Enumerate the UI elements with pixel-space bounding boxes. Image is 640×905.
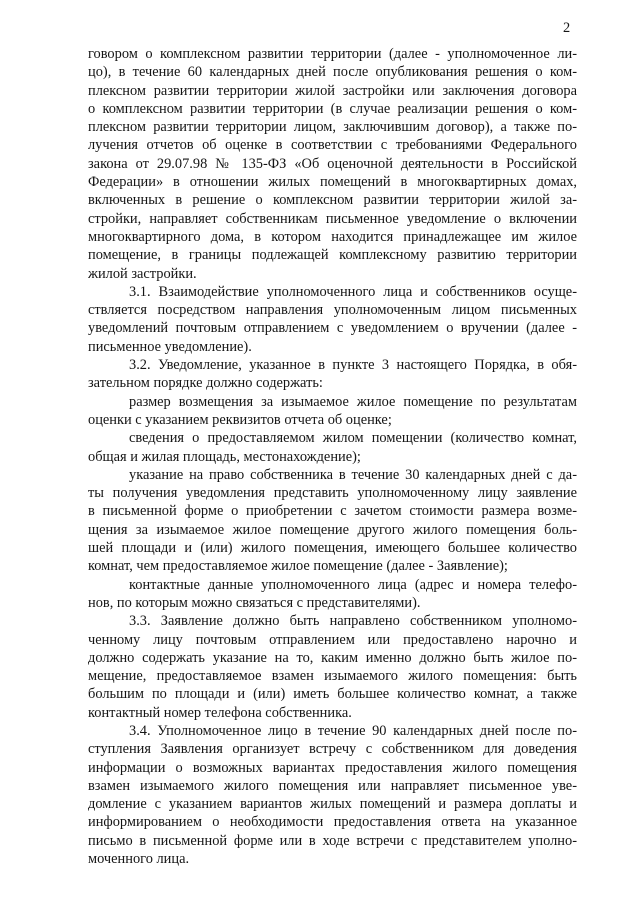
text-line: закона от 29.07.98 № 135-ФЗ «Об оценочной деятельности в Российской — [88, 155, 577, 172]
text-line: письменное уведомление). — [88, 338, 252, 355]
list-item-premises-info — [88, 429, 577, 466]
text-line: информированием о необходимости предоставления ответа на указанное — [88, 814, 577, 831]
paragraph-3-4 — [88, 722, 577, 868]
text-line: большим по площади и (или) иметь большее количество комнат, а также — [88, 686, 577, 703]
text-line: 3.3. Заявление должно быть направлено собственником уполномо- — [129, 613, 577, 630]
text-line: 3.1. Взаимодействие уполномоченного лица и собственников осуще- — [129, 283, 577, 300]
text-line: комнат, чем предоставляемое жилое помещение (далее - Заявление); — [88, 558, 508, 575]
list-item-compensation — [88, 393, 577, 430]
text-line: стройки, направляет собственникам письменное уведомление о включении — [88, 210, 577, 227]
text-line: помещение, в границы подлежащей комплексному развитию территории — [88, 247, 577, 264]
text-line: говором о комплексном развитии территории (далее - уполномоченное ли- — [88, 46, 577, 62]
text-line: информации о возможных вариантах предоставления жилого помещения — [88, 759, 577, 776]
text-line: уведомлений почтовым отправлением с уведомлением о вручении (далее - — [88, 320, 577, 337]
text-line: общая и жилая площадь, местонахождение); — [88, 448, 361, 465]
text-line: указание на право собственника в течение 30 календарных дней с да- — [129, 466, 577, 483]
text-line: мещение, предоставляемое взамен изымаемого жилого помещения: быть — [88, 668, 577, 685]
text-line: плексном развитии территории жилой застройки или заключения договора — [88, 82, 577, 99]
text-line: должно содержать указание на то, каким именно должно быть жилое по- — [88, 649, 577, 666]
text-line: взамен изымаемого жилого помещения или направляет письменное уве- — [88, 777, 577, 794]
text-line: зательном порядке должно содержать: — [88, 375, 323, 392]
text-line: письмо в письменной форме или в ходе встречи с представителем уполно- — [88, 832, 577, 849]
text-line: домление с указанием вариантов жилых помещений и размера доплаты и — [88, 796, 577, 813]
text-line: ствляется посредством направления уполномоченным лицом письменных — [88, 302, 577, 319]
text-line: 3.4. Уполномоченное лицо в течение 90 календарных дней после по- — [129, 722, 577, 739]
text-line: сведения о предоставляемом жилом помещении (количество комнат, — [129, 430, 577, 447]
text-line: моченного лица. — [88, 851, 190, 868]
paragraph-3-2 — [88, 356, 577, 393]
paragraph-3-3 — [88, 612, 577, 722]
text-line: нов, по которым можно связаться с представителями). — [88, 594, 421, 611]
paragraph-3-1 — [88, 283, 577, 356]
text-line: ступления Заявления организует встречу с собственником для доведения — [88, 741, 577, 758]
text-line: Федерации» в отношении жилых помещений в многоквартирных домах, — [88, 174, 577, 191]
text-line: шей площади и (или) жилого помещения, имеющего большее количество — [88, 540, 577, 557]
text-line: цо), в течение 60 календарных дней после опубликования решения о ком- — [88, 64, 577, 81]
list-item-owner-right — [88, 466, 577, 576]
text-line: ты получения уведомления представить уполномоченному лицу заявление — [88, 485, 577, 502]
text-line: о комплексном развитии территории (в случае реализации решения о ком- — [88, 100, 577, 117]
text-line: включенных в решение о комплексном развитии территории жилой за- — [88, 192, 577, 209]
text-line: размер возмещения за изымаемое жилое помещение по результатам — [129, 393, 577, 410]
text-line: в письменной форме о приобретении с зачетом стоимости размера возме- — [88, 503, 577, 520]
list-item-contacts — [88, 576, 577, 613]
text-line: контактный номер телефона собственника. — [88, 704, 352, 721]
paragraph-continuation — [88, 45, 577, 283]
text-line: плексном развитии территории лицом, заключившим договор), а также по- — [88, 119, 577, 136]
text-line: контактные данные уполномоченного лица (адрес и номера телефо- — [129, 576, 577, 593]
text-line: ченному лицу почтовым отправлением или предоставлено нарочно и — [88, 631, 577, 648]
text-line: лучения отчетов об оценке в соответствии с требованиями Федерального — [88, 137, 577, 154]
document-body — [88, 45, 577, 868]
text-line: многоквартирного дома, в котором находится принадлежащее им жилое — [88, 228, 577, 245]
page-number: 2 — [563, 20, 571, 36]
text-line: 3.2. Уведомление, указанное в пункте 3 настоящего Порядка, в обя- — [129, 357, 577, 374]
text-line: оценки с указанием реквизитов отчета об оценке; — [88, 411, 392, 428]
text-line: жилой застройки. — [88, 265, 197, 282]
text-line: щения за изымаемое жилое помещение другого жилого помещения боль- — [88, 521, 577, 538]
